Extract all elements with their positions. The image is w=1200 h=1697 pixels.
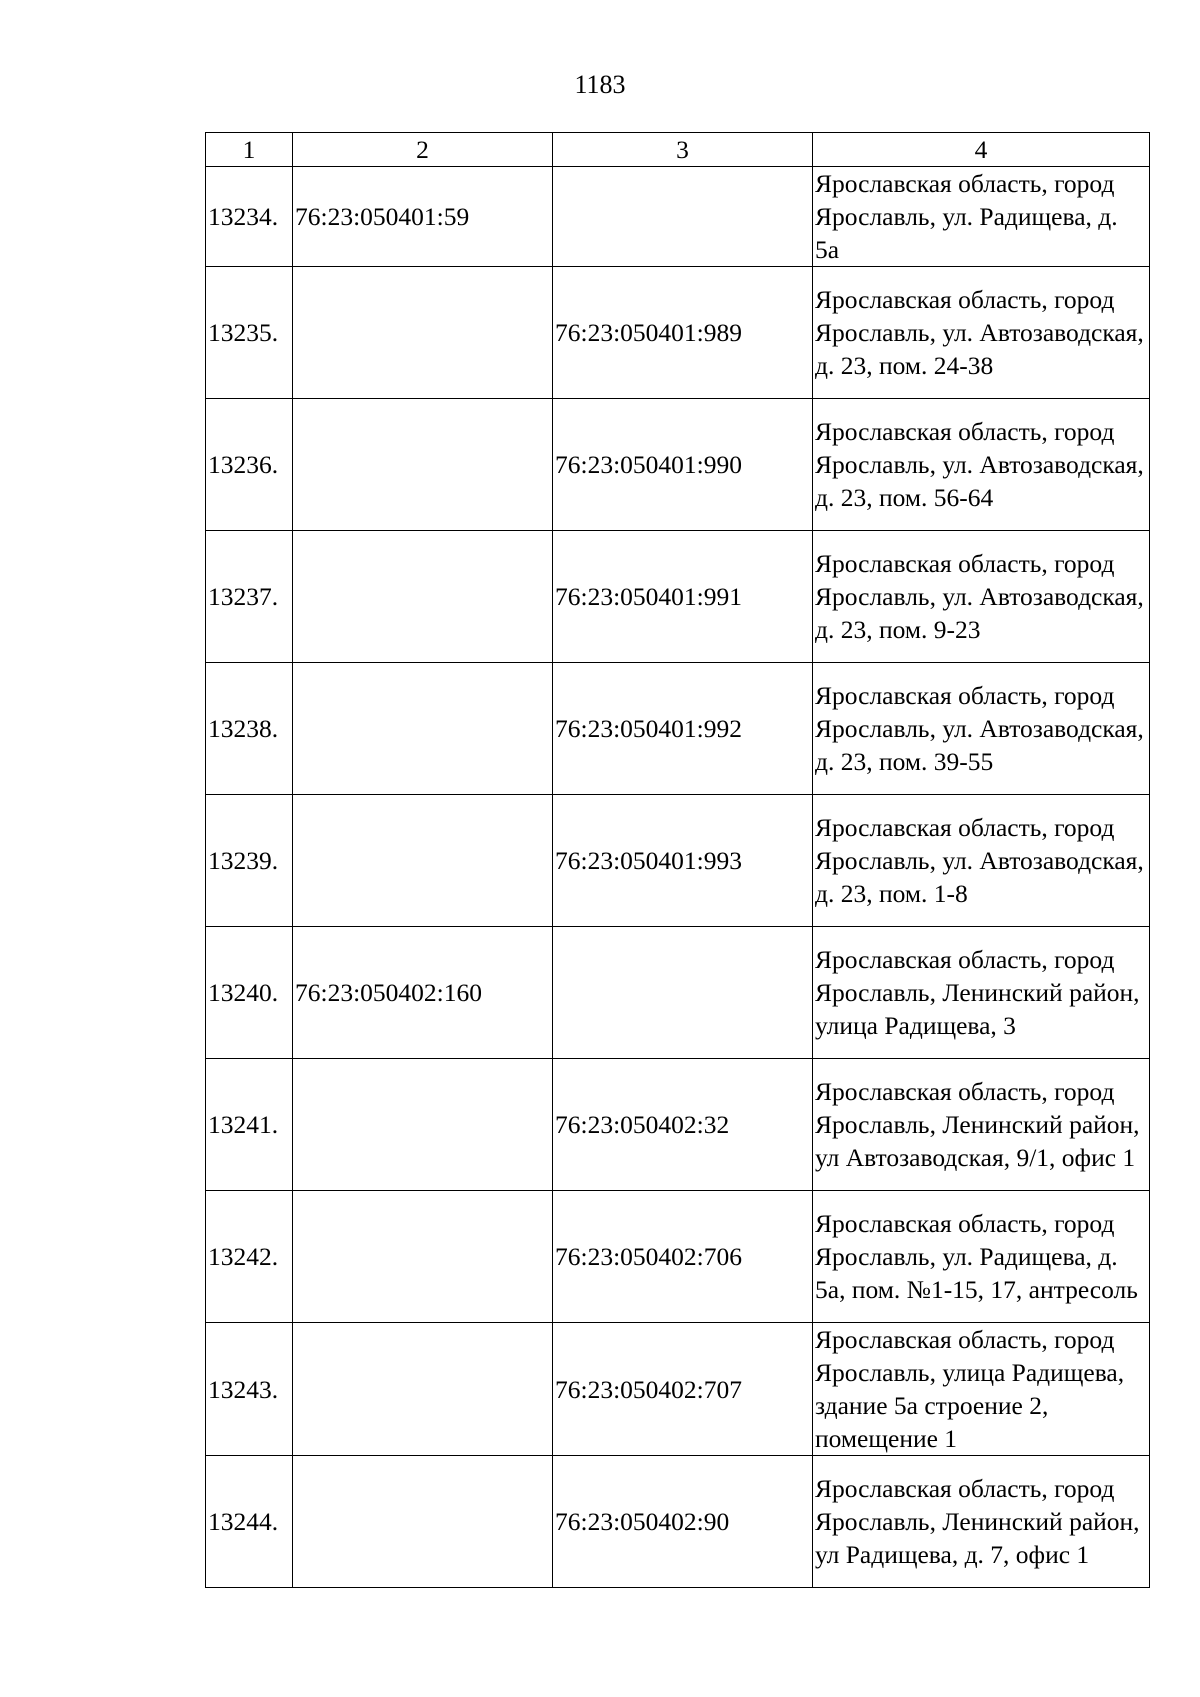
table-row: [206, 927, 1150, 1059]
register-table: [205, 132, 1150, 1588]
cadastral-number-premises: 76:23:050401:991: [553, 531, 813, 663]
table-row: [206, 167, 1150, 267]
table-row: [206, 1191, 1150, 1323]
address: Ярославская область, город Ярославль, ул. Автозаводская, д. 23, пом. 1-8: [813, 795, 1150, 927]
cadastral-number-land: [293, 399, 553, 531]
cadastral-number-land: [293, 531, 553, 663]
address: Ярославская область, город Ярославль, ул. Автозаводская, д. 23, пом. 39-55: [813, 663, 1150, 795]
table-row: [206, 531, 1150, 663]
cadastral-number-premises: [553, 167, 813, 267]
table-row: [206, 795, 1150, 927]
table-row: [206, 1323, 1150, 1456]
row-number: 13236.: [206, 399, 293, 531]
table-row: [206, 1456, 1150, 1588]
cadastral-number-land: 76:23:050402:160: [293, 927, 553, 1059]
table-row: [206, 267, 1150, 399]
address: Ярославская область, город Ярославль, ул. Автозаводская, д. 23, пом. 9-23: [813, 531, 1150, 663]
address: Ярославская область, город Ярославль, ул. Радищева, д. 5а: [813, 167, 1150, 267]
row-number: 13239.: [206, 795, 293, 927]
row-number: 13241.: [206, 1059, 293, 1191]
row-number: 13237.: [206, 531, 293, 663]
cadastral-number-land: [293, 267, 553, 399]
cadastral-number-premises: 76:23:050402:90: [553, 1456, 813, 1588]
page-number: 1183: [574, 70, 626, 99]
cadastral-number-premises: 76:23:050402:706: [553, 1191, 813, 1323]
row-number: 13235.: [206, 267, 293, 399]
cadastral-number-land: [293, 795, 553, 927]
cadastral-number-land: [293, 1323, 553, 1456]
address: Ярославская область, город Ярославль, улица Радищева, здание 5а строение 2, помещение 1: [813, 1323, 1150, 1456]
address: Ярославская область, город Ярославль, Ленинский район, ул Радищева, д. 7, офис 1: [813, 1456, 1150, 1588]
row-number: 13244.: [206, 1456, 293, 1588]
row-number: 13243.: [206, 1323, 293, 1456]
cadastral-number-premises: 76:23:050401:993: [553, 795, 813, 927]
cadastral-number-premises: 76:23:050401:992: [553, 663, 813, 795]
row-number: 13242.: [206, 1191, 293, 1323]
table-row: [206, 399, 1150, 531]
cadastral-number-land: [293, 663, 553, 795]
cadastral-number-land: [293, 1059, 553, 1191]
address: Ярославская область, город Ярославль, Ленинский район, ул Автозаводская, 9/1, офис 1: [813, 1059, 1150, 1191]
cadastral-number-land: [293, 1456, 553, 1588]
address: Ярославская область, город Ярославль, ул. Автозаводская, д. 23, пом. 24-38: [813, 267, 1150, 399]
address: Ярославская область, город Ярославль, ул. Радищева, д. 5а, пом. №1-15, 17, антресоль: [813, 1191, 1150, 1323]
column-header: 4: [813, 133, 1150, 167]
cadastral-number-premises: 76:23:050402:707: [553, 1323, 813, 1456]
table-row: [206, 1059, 1150, 1191]
table-row: [206, 663, 1150, 795]
cadastral-number-premises: 76:23:050401:990: [553, 399, 813, 531]
cadastral-number-premises: 76:23:050401:989: [553, 267, 813, 399]
column-header: 2: [293, 133, 553, 167]
cadastral-number-land: 76:23:050401:59: [293, 167, 553, 267]
table-header-row: [206, 133, 1150, 167]
row-number: 13238.: [206, 663, 293, 795]
column-header: 1: [206, 133, 293, 167]
column-header: 3: [553, 133, 813, 167]
cadastral-number-premises: [553, 927, 813, 1059]
row-number: 13240.: [206, 927, 293, 1059]
address: Ярославская область, город Ярославль, Ленинский район, улица Радищева, 3: [813, 927, 1150, 1059]
row-number: 13234.: [206, 167, 293, 267]
cadastral-number-land: [293, 1191, 553, 1323]
cadastral-number-premises: 76:23:050402:32: [553, 1059, 813, 1191]
address: Ярославская область, город Ярославль, ул. Автозаводская, д. 23, пом. 56-64: [813, 399, 1150, 531]
